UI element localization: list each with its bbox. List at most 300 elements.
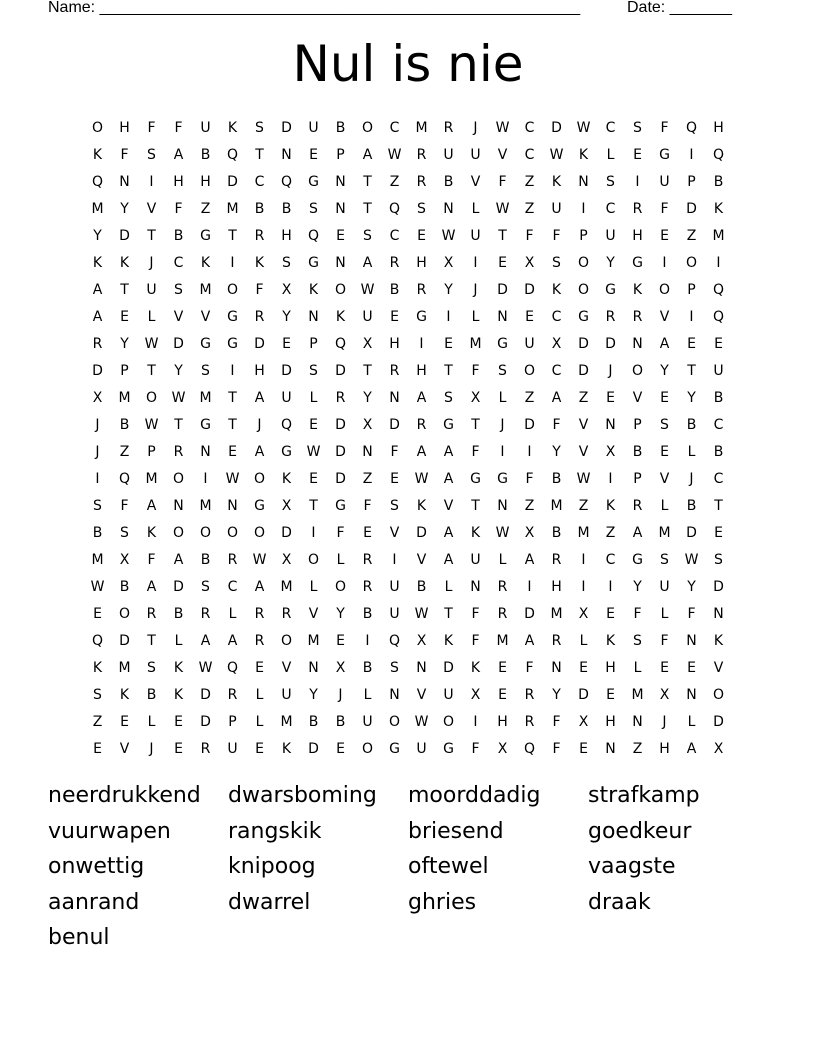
- grid-letter: O: [577, 281, 590, 298]
- grid-letter: T: [363, 200, 372, 217]
- grid-letter: O: [685, 254, 698, 271]
- grid-letter: D: [335, 362, 346, 379]
- grid-letter: R: [146, 605, 157, 622]
- grid-letter: F: [660, 632, 669, 649]
- grid-letter: Y: [120, 335, 129, 352]
- grid-letter: B: [362, 605, 373, 622]
- grid-letter: I: [365, 632, 370, 649]
- grid-letter: Y: [687, 389, 696, 406]
- grid-letter: Q: [118, 470, 131, 487]
- grid-letter: R: [254, 227, 265, 244]
- grid-letter: E: [390, 470, 399, 487]
- grid-letter: K: [173, 686, 184, 703]
- grid-letter: E: [660, 659, 669, 676]
- grid-letter: G: [308, 254, 319, 271]
- grid-letter: F: [525, 470, 534, 487]
- grid-letter: K: [200, 254, 211, 271]
- grid-letter: C: [173, 254, 184, 271]
- grid-letter: R: [254, 605, 265, 622]
- grid-letter: I: [500, 443, 505, 460]
- grid-letter: F: [552, 740, 561, 757]
- word-search-grid: [84, 114, 732, 762]
- grid-letter: W: [144, 335, 159, 352]
- grid-letter: B: [713, 443, 724, 460]
- grid-letter: E: [579, 740, 588, 757]
- grid-letter: V: [281, 659, 292, 676]
- grid-letter: X: [362, 335, 373, 352]
- grid-letter: G: [335, 497, 346, 514]
- grid-letter: B: [551, 470, 562, 487]
- grid-letter: K: [92, 146, 103, 163]
- grid-letter: E: [336, 227, 345, 244]
- grid-letter: U: [389, 578, 400, 595]
- grid-letter: B: [254, 200, 265, 217]
- grid-letter: X: [335, 659, 346, 676]
- grid-letter: O: [658, 281, 671, 298]
- grid-letter: W: [684, 551, 699, 568]
- grid-letter: T: [363, 362, 372, 379]
- grid-letter: K: [470, 659, 481, 676]
- grid-letter: O: [388, 713, 401, 730]
- grid-letter: F: [120, 146, 129, 163]
- grid-letter: J: [95, 416, 100, 433]
- grid-letter: G: [443, 416, 454, 433]
- grid-letter: Z: [92, 713, 103, 730]
- grid-letter: H: [254, 362, 265, 379]
- grid-letter: A: [659, 335, 670, 352]
- grid-letter: F: [471, 443, 480, 460]
- grid-letter: X: [605, 443, 616, 460]
- grid-letter: N: [497, 308, 508, 325]
- grid-letter: X: [497, 740, 508, 757]
- grid-letter: K: [632, 281, 643, 298]
- grid-letter: M: [496, 632, 509, 649]
- grid-letter: M: [91, 551, 104, 568]
- grid-letter: E: [417, 227, 426, 244]
- grid-letter: H: [200, 173, 211, 190]
- grid-letter: S: [660, 551, 669, 568]
- grid-letter: T: [174, 416, 183, 433]
- grid-letter: R: [254, 632, 265, 649]
- grid-letter: Q: [307, 227, 320, 244]
- grid-letter: G: [200, 227, 211, 244]
- grid-letter: U: [416, 740, 427, 757]
- grid-letter: I: [689, 308, 694, 325]
- word-bank-item: moorddadig: [408, 783, 541, 808]
- grid-letter: F: [552, 227, 561, 244]
- grid-letter: B: [200, 551, 211, 568]
- grid-letter: I: [95, 470, 100, 487]
- grid-letter: O: [199, 524, 212, 541]
- grid-letter: J: [500, 416, 505, 433]
- grid-letter: P: [147, 443, 156, 460]
- grid-letter: T: [498, 227, 507, 244]
- grid-letter: V: [308, 605, 319, 622]
- grid-letter: E: [606, 686, 615, 703]
- grid-letter: W: [171, 389, 186, 406]
- word-bank-item: strafkamp: [588, 783, 700, 808]
- puzzle-title: Nul is nie: [292, 35, 524, 93]
- grid-letter: O: [577, 254, 590, 271]
- grid-letter: N: [578, 173, 589, 190]
- grid-letter: O: [442, 713, 455, 730]
- grid-letter: M: [631, 686, 644, 703]
- grid-letter: G: [227, 308, 238, 325]
- grid-letter: W: [495, 119, 510, 136]
- grid-letter: W: [387, 146, 402, 163]
- grid-letter: A: [254, 389, 265, 406]
- grid-letter: S: [120, 524, 129, 541]
- grid-letter: B: [281, 200, 292, 217]
- grid-letter: T: [714, 497, 723, 514]
- grid-letter: C: [227, 578, 238, 595]
- grid-letter: M: [199, 389, 212, 406]
- grid-letter: L: [498, 551, 507, 568]
- grid-letter: X: [281, 281, 292, 298]
- grid-letter: K: [281, 470, 292, 487]
- grid-letter: S: [633, 119, 642, 136]
- grid-letter: U: [200, 119, 211, 136]
- grid-letter: P: [687, 173, 696, 190]
- grid-letter: N: [119, 173, 130, 190]
- grid-letter: N: [470, 578, 481, 595]
- grid-letter: Z: [524, 200, 535, 217]
- grid-letter: S: [147, 146, 156, 163]
- grid-letter: B: [92, 524, 103, 541]
- grid-letter: E: [525, 308, 534, 325]
- grid-letter: G: [578, 308, 589, 325]
- grid-letter: F: [471, 740, 480, 757]
- grid-letter: W: [252, 551, 267, 568]
- grid-letter: G: [443, 740, 454, 757]
- grid-letter: J: [473, 119, 478, 136]
- grid-letter: M: [415, 119, 428, 136]
- grid-letter: S: [606, 173, 615, 190]
- grid-letter: A: [173, 551, 184, 568]
- grid-letter: O: [118, 605, 131, 622]
- grid-letter: X: [659, 686, 670, 703]
- grid-letter: D: [578, 686, 589, 703]
- grid-letter: Q: [388, 200, 401, 217]
- grid-letter: L: [660, 605, 669, 622]
- grid-letter: N: [551, 659, 562, 676]
- grid-letter: N: [389, 686, 400, 703]
- grid-letter: B: [173, 605, 184, 622]
- grid-letter: D: [578, 335, 589, 352]
- grid-letter: Y: [120, 200, 129, 217]
- grid-letter: N: [686, 686, 697, 703]
- grid-letter: O: [334, 281, 347, 298]
- word-bank-item: dwarrel: [228, 889, 311, 915]
- grid-letter: L: [147, 713, 156, 730]
- grid-letter: Y: [309, 686, 318, 703]
- grid-letter: A: [551, 389, 562, 406]
- grid-letter: A: [146, 497, 157, 514]
- word-bank-item: benul: [48, 925, 110, 950]
- grid-letter: R: [416, 173, 427, 190]
- grid-letter: F: [471, 632, 480, 649]
- grid-letter: G: [632, 551, 643, 568]
- grid-letter: Q: [91, 632, 104, 649]
- grid-letter: W: [414, 605, 429, 622]
- grid-letter: I: [230, 362, 235, 379]
- word-bank-item: ghries: [408, 889, 477, 915]
- grid-letter: S: [390, 497, 399, 514]
- grid-letter: E: [120, 713, 129, 730]
- grid-letter: W: [144, 416, 159, 433]
- grid-letter: W: [90, 578, 105, 595]
- grid-letter: N: [281, 146, 292, 163]
- word-bank: [48, 780, 768, 958]
- grid-letter: E: [309, 416, 318, 433]
- grid-letter: O: [361, 740, 374, 757]
- grid-letter: S: [552, 254, 561, 271]
- grid-letter: F: [687, 605, 696, 622]
- grid-letter: D: [200, 686, 211, 703]
- grid-letter: V: [443, 497, 454, 514]
- grid-letter: L: [147, 308, 156, 325]
- grid-letter: O: [172, 524, 185, 541]
- grid-letter: S: [417, 200, 426, 217]
- grid-letter: P: [120, 362, 129, 379]
- grid-letter: F: [174, 200, 183, 217]
- grid-letter: D: [119, 227, 130, 244]
- grid-letter: Y: [633, 578, 642, 595]
- grid-letter: M: [280, 713, 293, 730]
- grid-letter: B: [551, 524, 562, 541]
- grid-letter: J: [257, 416, 262, 433]
- grid-letter: Z: [578, 497, 589, 514]
- grid-letter: O: [226, 524, 239, 541]
- grid-letter: H: [605, 713, 616, 730]
- grid-letter: G: [200, 335, 211, 352]
- grid-letter: G: [281, 443, 292, 460]
- grid-letter: V: [470, 173, 481, 190]
- grid-letter: N: [713, 605, 724, 622]
- grid-letter: D: [443, 659, 454, 676]
- grid-letter: F: [255, 281, 264, 298]
- grid-letter: F: [660, 119, 669, 136]
- grid-letter: U: [470, 146, 481, 163]
- grid-letter: I: [473, 713, 478, 730]
- grid-letter: K: [713, 200, 724, 217]
- grid-letter: O: [172, 470, 185, 487]
- grid-letter: D: [281, 119, 292, 136]
- grid-letter: J: [149, 254, 154, 271]
- grid-letter: X: [443, 254, 454, 271]
- grid-letter: K: [119, 254, 130, 271]
- grid-letter: R: [632, 200, 643, 217]
- grid-letter: Y: [444, 281, 453, 298]
- word-bank-item: briesend: [408, 818, 504, 844]
- grid-letter: A: [443, 551, 454, 568]
- grid-letter: M: [712, 227, 725, 244]
- grid-letter: U: [713, 362, 724, 379]
- grid-letter: A: [200, 632, 211, 649]
- grid-letter: E: [498, 686, 507, 703]
- grid-letter: D: [389, 416, 400, 433]
- word-bank-item: oftewel: [408, 854, 489, 879]
- grid-letter: F: [633, 605, 642, 622]
- grid-letter: K: [119, 686, 130, 703]
- grid-letter: K: [470, 524, 481, 541]
- grid-letter: E: [390, 308, 399, 325]
- grid-letter: B: [362, 659, 373, 676]
- grid-letter: S: [255, 119, 264, 136]
- grid-letter: E: [363, 524, 372, 541]
- grid-letter: B: [119, 578, 130, 595]
- grid-letter: Z: [686, 227, 697, 244]
- grid-letter: R: [524, 686, 535, 703]
- grid-letter: R: [281, 605, 292, 622]
- grid-letter: X: [119, 551, 130, 568]
- grid-letter: L: [471, 200, 480, 217]
- grid-letter: W: [306, 443, 321, 460]
- grid-letter: V: [632, 389, 643, 406]
- grid-letter: B: [308, 713, 319, 730]
- grid-letter: L: [255, 686, 264, 703]
- grid-letter: O: [280, 632, 293, 649]
- grid-letter: Q: [226, 659, 239, 676]
- grid-letter: Z: [362, 470, 373, 487]
- grid-letter: T: [363, 173, 372, 190]
- grid-letter: A: [227, 632, 238, 649]
- grid-letter: K: [443, 632, 454, 649]
- grid-letter: F: [660, 200, 669, 217]
- grid-letter: E: [309, 470, 318, 487]
- grid-letter: U: [470, 551, 481, 568]
- grid-letter: U: [551, 200, 562, 217]
- grid-letter: W: [441, 227, 456, 244]
- grid-letter: S: [147, 659, 156, 676]
- grid-letter: H: [632, 227, 643, 244]
- grid-letter: X: [92, 389, 103, 406]
- grid-letter: D: [686, 200, 697, 217]
- grid-letter: G: [416, 308, 427, 325]
- grid-letter: B: [713, 173, 724, 190]
- grid-letter: C: [254, 173, 265, 190]
- grid-letter: R: [497, 578, 508, 595]
- grid-letter: A: [632, 524, 643, 541]
- grid-letter: R: [200, 740, 211, 757]
- grid-letter: N: [308, 308, 319, 325]
- grid-letter: A: [146, 578, 157, 595]
- grid-letter: L: [174, 632, 183, 649]
- grid-letter: N: [605, 416, 616, 433]
- grid-letter: T: [228, 227, 237, 244]
- grid-letter: Y: [93, 227, 102, 244]
- grid-letter: K: [173, 659, 184, 676]
- grid-letter: E: [660, 227, 669, 244]
- grid-letter: E: [633, 146, 642, 163]
- grid-letter: X: [578, 713, 589, 730]
- grid-letter: I: [203, 470, 208, 487]
- grid-letter: N: [335, 200, 346, 217]
- grid-letter: M: [199, 281, 212, 298]
- grid-letter: P: [633, 470, 642, 487]
- grid-letter: I: [662, 254, 667, 271]
- grid-letter: G: [200, 416, 211, 433]
- grid-letter: O: [226, 281, 239, 298]
- grid-letter: N: [173, 497, 184, 514]
- grid-letter: E: [93, 605, 102, 622]
- grid-letter: S: [660, 416, 669, 433]
- grid-letter: L: [363, 686, 372, 703]
- grid-letter: F: [552, 416, 561, 433]
- grid-letter: C: [713, 416, 724, 433]
- grid-letter: W: [576, 119, 591, 136]
- grid-letter: S: [93, 497, 102, 514]
- grid-letter: O: [145, 389, 158, 406]
- grid-letter: A: [173, 146, 184, 163]
- grid-letter: Q: [280, 173, 293, 190]
- grid-letter: R: [389, 254, 400, 271]
- grid-letter: E: [309, 146, 318, 163]
- grid-letter: D: [227, 173, 238, 190]
- grid-letter: L: [336, 551, 345, 568]
- grid-letter: P: [336, 146, 345, 163]
- grid-letter: A: [416, 443, 427, 460]
- grid-letter: M: [550, 605, 563, 622]
- grid-letter: D: [551, 119, 562, 136]
- grid-letter: Z: [119, 443, 130, 460]
- grid-letter: C: [713, 470, 724, 487]
- grid-letter: V: [416, 686, 427, 703]
- grid-letter: W: [225, 470, 240, 487]
- grid-letter: U: [308, 119, 319, 136]
- grid-letter: B: [686, 497, 697, 514]
- grid-letter: R: [335, 389, 346, 406]
- grid-letter: J: [338, 686, 343, 703]
- grid-letter: K: [254, 254, 265, 271]
- grid-letter: P: [228, 713, 237, 730]
- grid-letter: T: [471, 497, 480, 514]
- grid-letter: D: [497, 281, 508, 298]
- grid-letter: R: [362, 551, 373, 568]
- grid-letter: S: [390, 659, 399, 676]
- grid-letter: F: [525, 227, 534, 244]
- grid-letter: V: [497, 146, 508, 163]
- grid-letter: R: [227, 686, 238, 703]
- grid-letter: E: [336, 740, 345, 757]
- grid-letter: F: [120, 497, 129, 514]
- grid-letter: O: [361, 119, 374, 136]
- grid-letter: S: [714, 551, 723, 568]
- grid-letter: A: [443, 470, 454, 487]
- grid-letter: S: [174, 281, 183, 298]
- grid-letter: R: [551, 632, 562, 649]
- grid-letter: D: [119, 632, 130, 649]
- grid-letter: F: [525, 659, 534, 676]
- grid-letter: V: [416, 551, 427, 568]
- grid-letter: X: [551, 335, 562, 352]
- grid-letter: M: [199, 497, 212, 514]
- grid-letter: X: [362, 416, 373, 433]
- grid-letter: N: [362, 443, 373, 460]
- grid-letter: O: [253, 524, 266, 541]
- grid-letter: M: [307, 632, 320, 649]
- grid-letter: E: [714, 335, 723, 352]
- grid-letter: S: [201, 578, 210, 595]
- grid-letter: I: [311, 524, 316, 541]
- grid-letter: J: [473, 281, 478, 298]
- grid-letter: L: [255, 713, 264, 730]
- grid-letter: D: [605, 335, 616, 352]
- grid-letter: I: [635, 173, 640, 190]
- grid-letter: D: [200, 713, 211, 730]
- grid-letter: L: [579, 632, 588, 649]
- grid-letter: D: [416, 524, 427, 541]
